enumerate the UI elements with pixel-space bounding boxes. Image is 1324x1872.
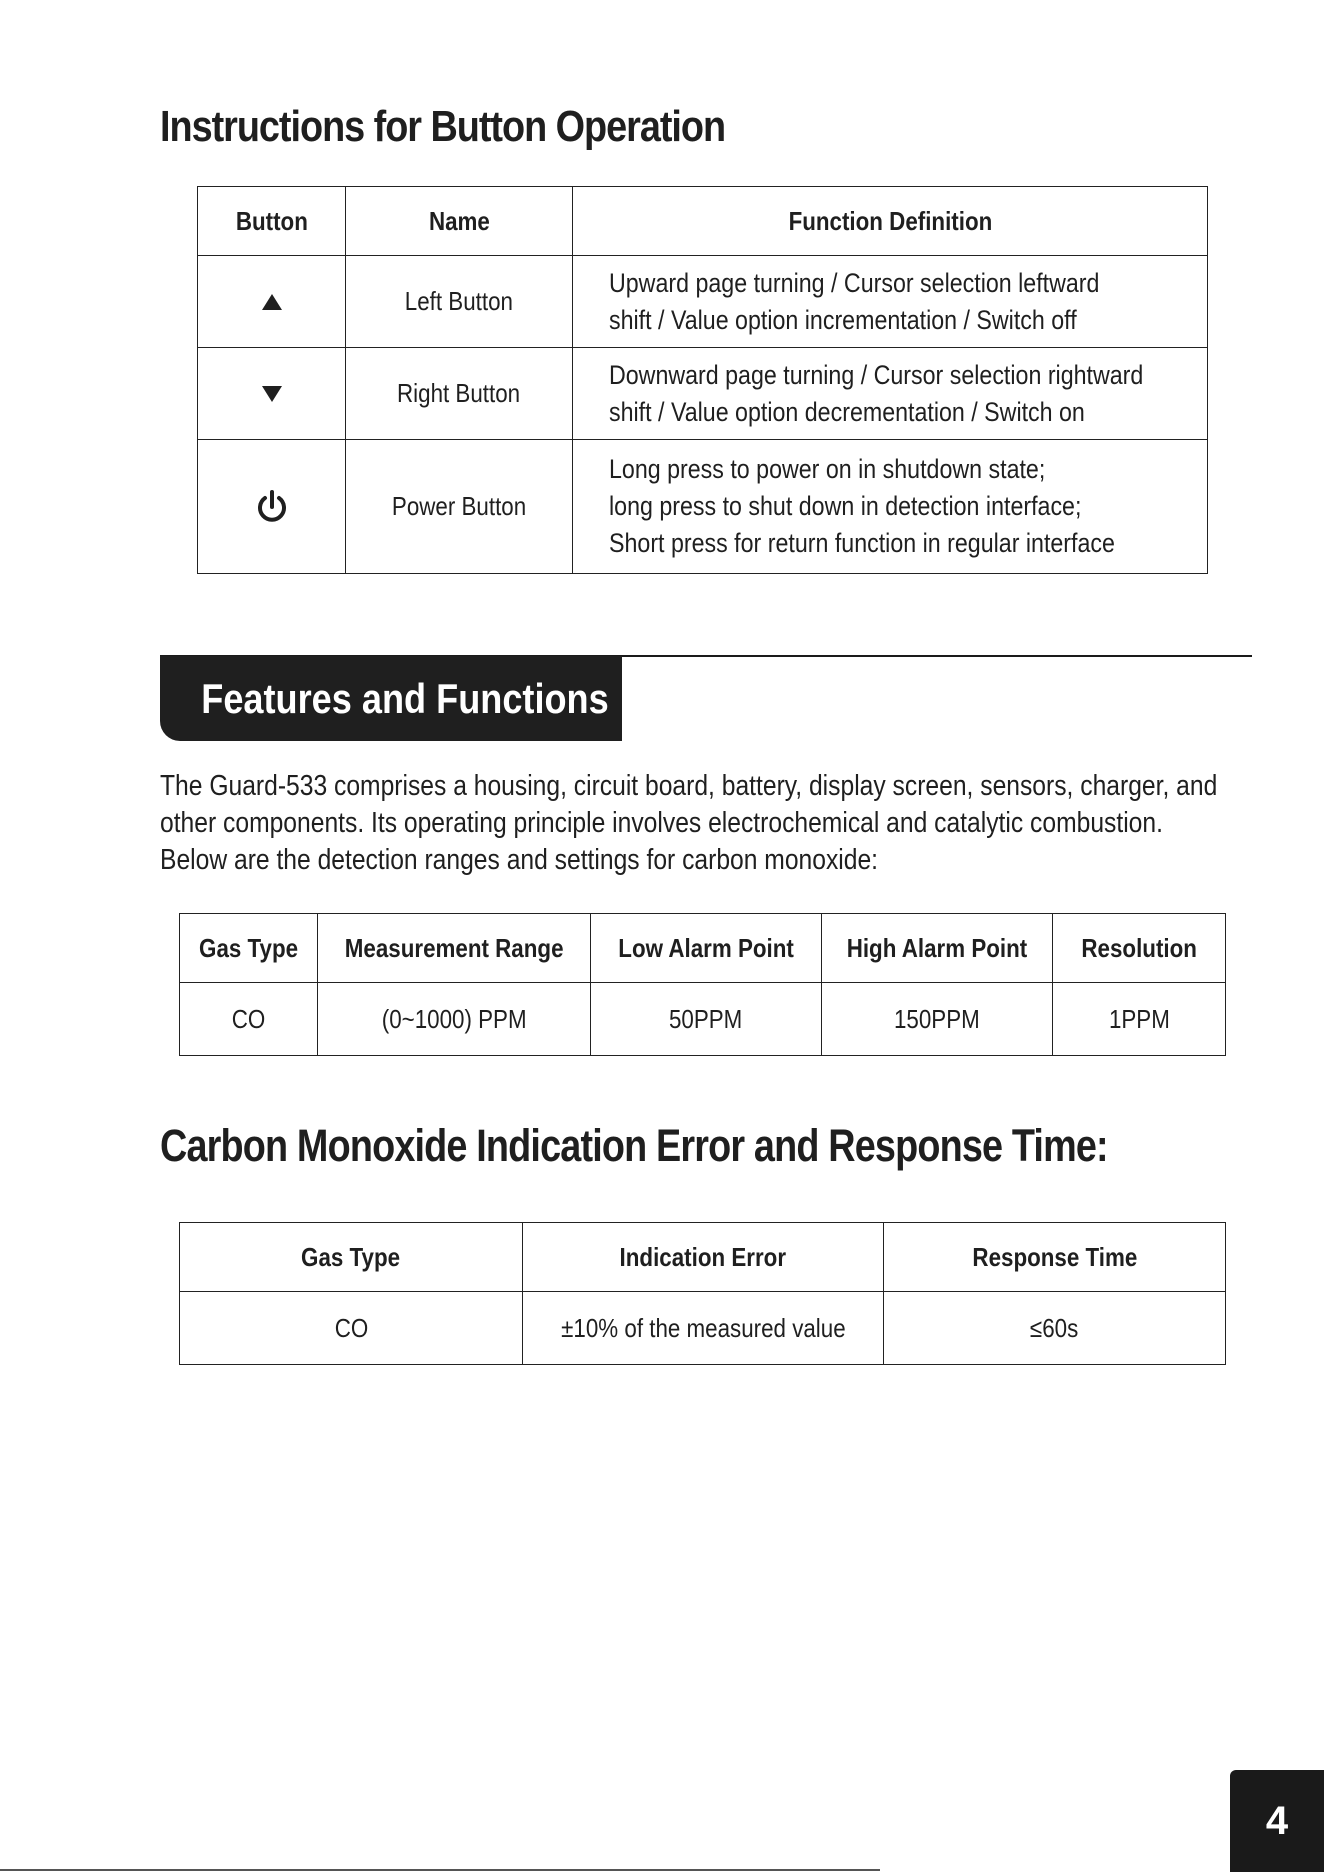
table-row — [180, 1292, 1226, 1365]
gas-type-cell: CO — [180, 1292, 523, 1365]
button-name-cell: Power Button — [346, 440, 573, 574]
response-time-cell: ≤60s — [884, 1292, 1226, 1365]
measurement-range-cell: (0~1000) PPM — [318, 983, 591, 1056]
triangle-up-icon — [198, 256, 346, 348]
features-paragraph — [160, 768, 1252, 879]
function-definition-cell: Downward page turning / Cursor selection rightward shift / Value option decrementation / Switch on — [573, 348, 1208, 440]
table-row — [180, 983, 1226, 1056]
header-response-time: Response Time — [884, 1223, 1226, 1292]
button-operation-table — [197, 186, 1208, 574]
detection-range-table — [179, 913, 1226, 1056]
bottom-rule — [0, 1869, 880, 1871]
paragraph-line: Below are the detection ranges and settings for carbon monoxide: — [160, 844, 879, 876]
features-section-banner — [160, 656, 622, 741]
triangle-down-icon — [198, 348, 346, 440]
page-number: 4 — [1230, 1770, 1324, 1872]
range-table-header-row — [180, 914, 1226, 983]
high-alarm-point-cell: 150PPM — [822, 983, 1053, 1056]
header-measurement-range: Measurement Range — [318, 914, 591, 983]
table-row — [198, 256, 1208, 348]
header-function-definition: Function Definition — [573, 187, 1208, 256]
indication-error-cell: ±10% of the measured value — [523, 1292, 884, 1365]
paragraph-line: other components. Its operating principle involves electrochemical and catalytic combustion. — [160, 807, 1163, 839]
header-indication-error: Indication Error — [523, 1223, 884, 1292]
function-definition-cell: Long press to power on in shutdown state; long press to shut down in detection interface; Short press for return function in regular interface — [573, 440, 1208, 574]
button-name-cell: Left Button — [346, 256, 573, 348]
button-table-header-row — [198, 187, 1208, 256]
header-name: Name — [346, 187, 573, 256]
function-definition-cell: Upward page turning / Cursor selection leftward shift / Value option incrementation / Switch off — [573, 256, 1208, 348]
resolution-cell: 1PPM — [1053, 983, 1226, 1056]
power-icon — [198, 440, 346, 574]
header-button: Button — [198, 187, 346, 256]
header-resolution: Resolution — [1053, 914, 1226, 983]
button-name-cell: Right Button — [346, 348, 573, 440]
header-gas-type: Gas Type — [180, 1223, 523, 1292]
header-high-alarm-point: High Alarm Point — [822, 914, 1053, 983]
page-title-button-operation: Instructions for Button Operation — [160, 102, 726, 151]
table-row — [198, 348, 1208, 440]
low-alarm-point-cell: 50PPM — [591, 983, 822, 1056]
error-table-header-row — [180, 1223, 1226, 1292]
error-section-title: Carbon Monoxide Indication Error and Response Time: — [160, 1120, 1108, 1171]
header-low-alarm-point: Low Alarm Point — [591, 914, 822, 983]
table-row — [198, 440, 1208, 574]
gas-type-cell: CO — [180, 983, 318, 1056]
indication-error-table — [179, 1222, 1226, 1365]
paragraph-line: The Guard-533 comprises a housing, circuit board, battery, display screen, sensors, charger, and — [160, 770, 1218, 802]
features-section-title: Features and Functions — [201, 675, 609, 722]
header-gas-type: Gas Type — [180, 914, 318, 983]
